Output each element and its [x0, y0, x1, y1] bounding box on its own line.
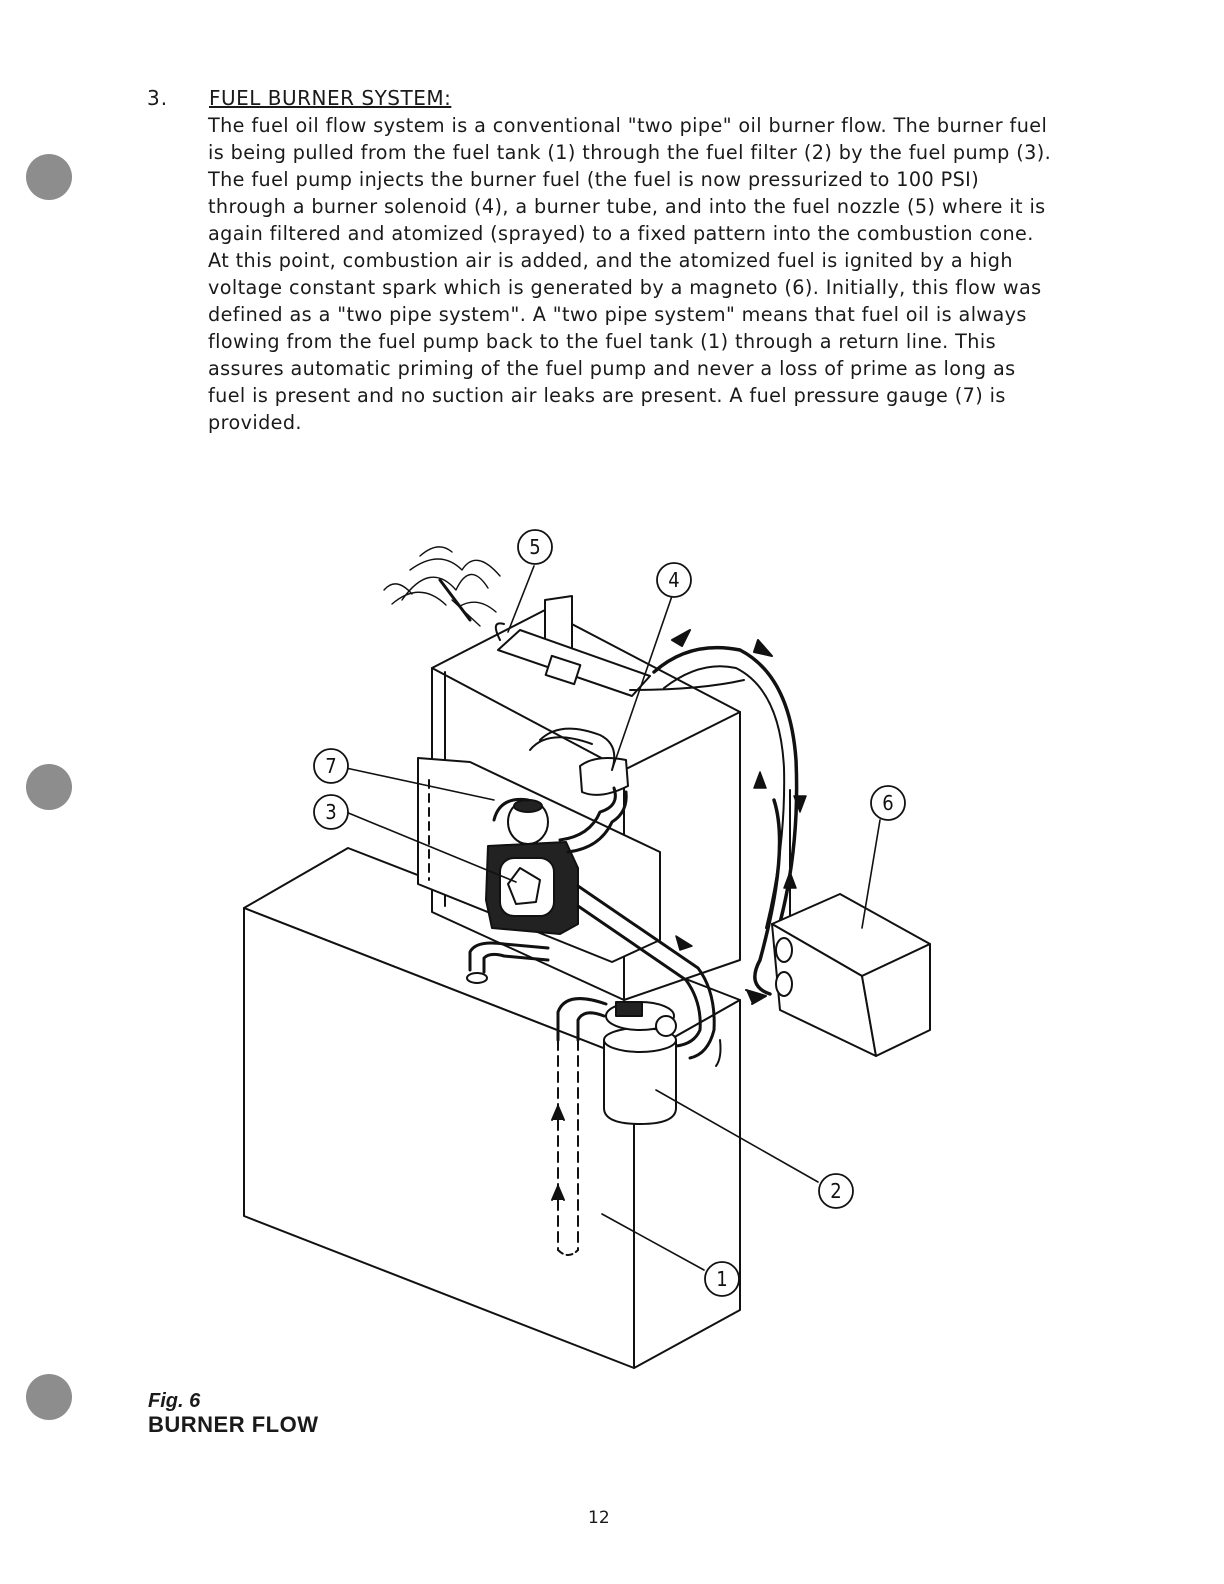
callout-1: 1 — [716, 1267, 728, 1291]
callout-6: 6 — [882, 791, 894, 815]
callout-2: 2 — [830, 1179, 842, 1203]
figure-label: Fig. 6 — [148, 1390, 201, 1412]
section-title: FUEL BURNER SYSTEM: — [209, 86, 452, 110]
page-number: 12 — [588, 1508, 610, 1528]
figure-title: BURNER FLOW — [148, 1412, 319, 1437]
callout-5: 5 — [529, 535, 541, 559]
section-body: The fuel oil flow system is a conventional "two pipe" oil burner flow. The burner fuel is being pulled from the fuel tank (1) through the fuel filter (2) by the fuel pump (3). The fuel pump injects the burner fuel (the fuel is now pressurized to 100 PSI) through a burner solenoid (4), a burner tube, and into the fuel nozzle (5) where it is again filtered and atomized (sprayed) to a fixed pattern into the combustion cone. At this point, combustion air is added, and the atomized fuel is ignited by a high voltage constant spark which is generated by a magneto (6). Initially, this flow was defined as a "two pipe system". A "two pipe system" means that fuel oil is always flowing from the fuel pump back to the fuel tank (1) through a return line. This assures automatic priming of the fuel pump and never a loss of prime as long as fuel is present and no suction air leaks are present. A fuel pressure gauge (7) is provided. — [208, 114, 1052, 434]
callout-4: 4 — [668, 568, 680, 592]
callout-3: 3 — [325, 800, 337, 824]
magneto — [772, 894, 930, 1056]
section-number: 3. — [147, 86, 169, 110]
fuel-filter — [604, 1002, 676, 1124]
callout-7: 7 — [325, 754, 337, 778]
fuel-pump — [486, 842, 578, 934]
